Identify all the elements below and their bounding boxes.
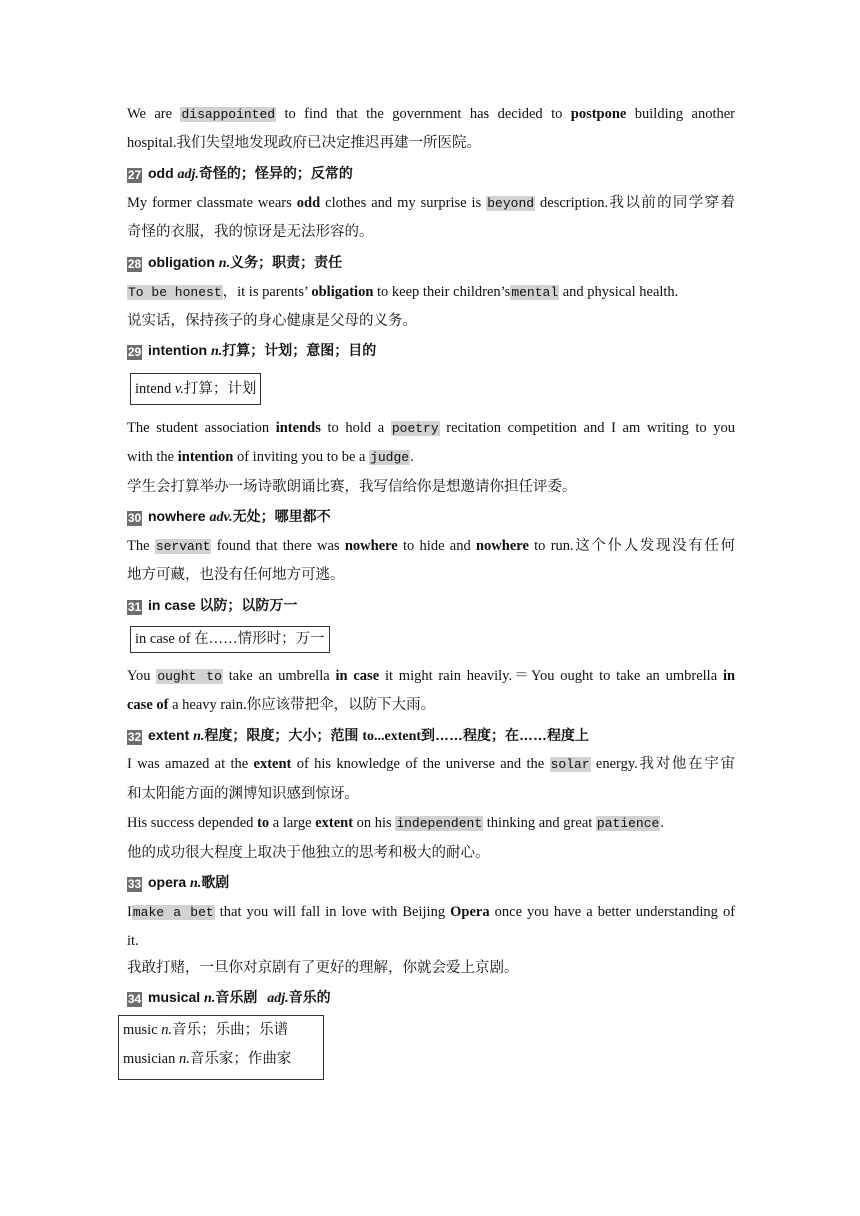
entry-heading-29 bbox=[127, 341, 735, 361]
example-sentence bbox=[127, 814, 735, 833]
definition: 打算；计划；意图；目的 bbox=[222, 342, 377, 358]
highlighted-word: judge bbox=[370, 450, 410, 465]
related-word: music bbox=[123, 1022, 158, 1038]
entry-heading-28 bbox=[127, 253, 735, 273]
entry-heading-27 bbox=[127, 164, 735, 184]
text: building another bbox=[634, 106, 735, 122]
bold-word: extent bbox=[315, 815, 354, 831]
text: thinking and great bbox=[486, 815, 593, 831]
definition: 音乐剧 bbox=[215, 989, 258, 1005]
example-sentence bbox=[127, 667, 735, 686]
part-of-speech: adv. bbox=[209, 510, 233, 525]
entry-number: 28 bbox=[127, 257, 142, 271]
definition: 音乐家；作曲家 bbox=[189, 1051, 292, 1067]
entry-number: 29 bbox=[127, 345, 142, 359]
text: to hold a bbox=[327, 420, 385, 436]
definition: 到……程度；在……程度上 bbox=[421, 727, 590, 743]
highlighted-word: beyond bbox=[487, 196, 535, 211]
bold-word: odd bbox=[296, 195, 321, 211]
bold-word: nowhere bbox=[475, 538, 529, 554]
example-sentence: it. bbox=[127, 933, 139, 949]
related-word: musician bbox=[123, 1051, 176, 1067]
text: a large bbox=[272, 815, 312, 831]
example-sentence: 奇怪的衣服，我的惊讶是无法形容的。 bbox=[127, 224, 374, 240]
text: it might rain heavily.＝You ought to take an umbrella bbox=[384, 668, 718, 684]
text: You bbox=[127, 668, 151, 684]
entry-number: 27 bbox=[127, 168, 142, 182]
bold-word: postpone bbox=[570, 106, 627, 122]
entry-number: 34 bbox=[127, 992, 142, 1006]
example-sentence: 他的成功很大程度上取决于他独立的思考和极大的耐心。 bbox=[127, 845, 490, 861]
headword: odd bbox=[148, 165, 174, 181]
entry-number: 33 bbox=[127, 877, 142, 891]
text: My former classmate wears bbox=[127, 195, 292, 211]
highlighted-word: mental bbox=[511, 285, 559, 300]
entry-heading-33 bbox=[127, 873, 735, 893]
example-sentence bbox=[127, 755, 735, 774]
text: energy.我对他在宇宙 bbox=[595, 756, 736, 772]
definition: 以防；以防万一 bbox=[199, 597, 298, 613]
example-sentence: hospital.我们失望地发现政府已决定推迟再建一所医院。 bbox=[127, 135, 482, 151]
text: We are bbox=[127, 106, 173, 122]
bold-word: case of bbox=[127, 697, 169, 713]
definition: 音乐；乐曲；乐谱 bbox=[172, 1022, 289, 1038]
part-of-speech: n. bbox=[190, 876, 202, 891]
text: I bbox=[127, 904, 132, 920]
text: ，it is parents’ bbox=[222, 284, 308, 300]
text: and physical health. bbox=[562, 284, 679, 300]
highlighted-word: servant bbox=[155, 539, 211, 554]
text: to hide and bbox=[403, 538, 471, 554]
highlighted-word: make a bet bbox=[132, 905, 214, 920]
headword: extent bbox=[148, 727, 190, 743]
definition: 奇怪的；怪异的；反常的 bbox=[198, 165, 353, 181]
example-sentence bbox=[127, 283, 735, 302]
definition: 程度；限度；大小；范围 bbox=[204, 727, 359, 743]
highlighted-word: To be honest bbox=[128, 285, 222, 300]
text: The student association bbox=[127, 420, 270, 436]
text: description.我以前的同学穿着 bbox=[540, 195, 736, 211]
bold-word: intention bbox=[177, 449, 234, 465]
highlighted-word: disappointed bbox=[181, 107, 276, 122]
part-of-speech: adj. bbox=[177, 167, 199, 182]
example-sentence bbox=[127, 194, 735, 213]
example-sentence bbox=[127, 696, 735, 714]
highlighted-word: solar bbox=[550, 757, 590, 772]
text: . bbox=[410, 449, 414, 465]
related-word-box bbox=[118, 1015, 324, 1080]
bold-word: intends bbox=[275, 420, 321, 436]
entry-heading-30 bbox=[127, 507, 735, 527]
entry-number: 30 bbox=[127, 511, 142, 525]
example-sentence: 我敢打赌，一旦你对京剧有了更好的理解，你就会爱上京剧。 bbox=[127, 960, 519, 976]
example-sentence: 和太阳能方面的渊博知识感到惊讶。 bbox=[127, 786, 359, 802]
text: of inviting you to be a bbox=[236, 449, 366, 465]
text: take an umbrella bbox=[228, 668, 330, 684]
part-of-speech: n. bbox=[161, 1022, 173, 1038]
definition: 义务；职责；责任 bbox=[230, 254, 343, 270]
headword: musical bbox=[148, 989, 201, 1005]
text: I was amazed at the bbox=[127, 756, 249, 772]
example-sentence: 学生会打算举办一场诗歌朗诵比赛，我写信给你是想邀请你担任评委。 bbox=[127, 479, 577, 495]
text: that you will fall in love with Beijing bbox=[219, 904, 446, 920]
bold-word: obligation bbox=[311, 284, 374, 300]
entry-number: 32 bbox=[127, 730, 142, 744]
phrase: to...extent bbox=[362, 729, 422, 744]
text: to keep their children’s bbox=[377, 284, 511, 300]
definition: 歌剧 bbox=[201, 874, 230, 890]
part-of-speech: n. bbox=[178, 1051, 190, 1067]
example-sentence bbox=[127, 537, 735, 556]
example-sentence bbox=[127, 903, 735, 922]
related-word-box: in case of 在……情形时；万一 bbox=[130, 626, 330, 653]
example-sentence bbox=[127, 419, 735, 438]
highlighted-word: ought to bbox=[157, 669, 222, 684]
entry-heading-34 bbox=[127, 988, 735, 1008]
part-of-speech: n. bbox=[218, 256, 231, 271]
text: once you have a better understanding of bbox=[494, 904, 736, 920]
entry-number: 31 bbox=[127, 600, 142, 614]
example-sentence bbox=[127, 105, 735, 124]
text: to find that the government has decided to bbox=[284, 106, 563, 122]
related-word-box bbox=[130, 373, 261, 405]
text: The bbox=[127, 538, 150, 554]
part-of-speech: v. bbox=[174, 381, 184, 397]
example-sentence: 说实话，保持孩子的身心健康是父母的义务。 bbox=[127, 313, 417, 329]
text: with the bbox=[127, 449, 175, 465]
part-of-speech: n. bbox=[204, 991, 216, 1006]
text: to run.这个仆人发现没有任何 bbox=[534, 538, 736, 554]
definition: 音乐的 bbox=[288, 989, 331, 1005]
related-word: intend bbox=[135, 381, 172, 397]
definition: 无处；哪里都不 bbox=[232, 508, 331, 524]
example-sentence bbox=[127, 448, 735, 467]
bold-word: to bbox=[257, 815, 270, 831]
part-of-speech: adj. bbox=[267, 991, 289, 1006]
definition: 打算；计划 bbox=[183, 381, 257, 397]
bold-word: in bbox=[722, 668, 736, 684]
bold-word: extent bbox=[253, 756, 292, 772]
bold-word: nowhere bbox=[344, 538, 398, 554]
headword: intention bbox=[148, 342, 208, 358]
bold-word: in case bbox=[335, 668, 380, 684]
headword: in case bbox=[148, 597, 196, 613]
bold-word: Opera bbox=[450, 904, 490, 920]
text: found that there was bbox=[216, 538, 340, 554]
entry-heading-32 bbox=[127, 726, 735, 746]
headword: obligation bbox=[148, 254, 215, 270]
text: His success depended bbox=[127, 815, 254, 831]
related-word-row bbox=[123, 1047, 319, 1076]
text: a heavy rain.你应该带把伞，以防下大雨。 bbox=[172, 697, 436, 713]
part-of-speech: n. bbox=[211, 344, 223, 359]
highlighted-word: independent bbox=[396, 816, 483, 831]
related-word-row bbox=[123, 1018, 319, 1047]
text: . bbox=[660, 815, 664, 831]
text: recitation competition and I am writing to you bbox=[446, 420, 736, 436]
text: on his bbox=[356, 815, 392, 831]
highlighted-word: patience bbox=[596, 816, 660, 831]
entry-heading-31 bbox=[127, 596, 735, 615]
headword: nowhere bbox=[148, 508, 206, 524]
example-sentence: 地方可藏，也没有任何地方可逃。 bbox=[127, 567, 345, 583]
text: clothes and my surprise is bbox=[325, 195, 482, 211]
text: of his knowledge of the universe and the bbox=[296, 756, 545, 772]
highlighted-word: poetry bbox=[391, 421, 439, 436]
headword: opera bbox=[148, 874, 187, 890]
part-of-speech: n. bbox=[193, 729, 205, 744]
